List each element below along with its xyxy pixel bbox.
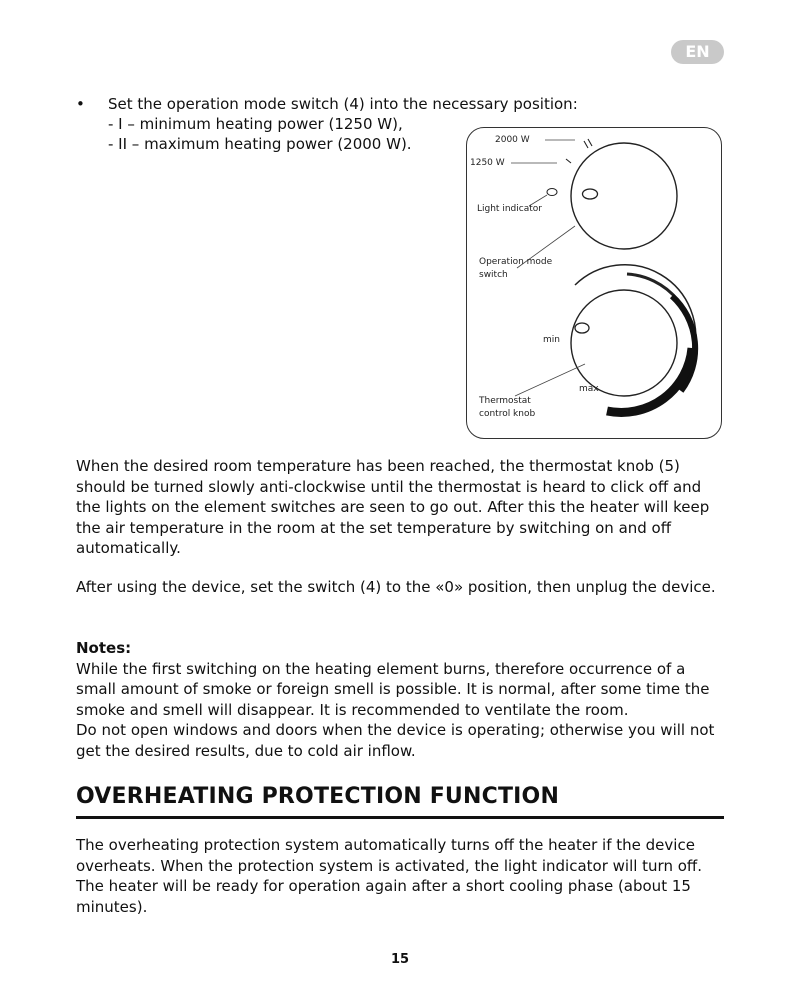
- min-power-line: - I – minimum heating power (1250 W),: [108, 115, 403, 133]
- notes-block: [76, 638, 726, 761]
- tick-2000w-b: [588, 139, 592, 146]
- bullet-symbol: •: [76, 95, 85, 113]
- label-2000w: 2000 W: [495, 135, 530, 145]
- notes-text-1: While the first switching on the heating element burns, therefore occurrence of a small amount of smoke or foreign smell is possible. It is normal, after some time the smoke and smell will disappear. It is recommended to ventilate the room.: [76, 659, 710, 719]
- thermostat-paragraph: When the desired room temperature has been reached, the thermostat knob (5) should be turned slowly anti-clockwise until the thermostat is heard to click off and the lights on the element switches are seen to go out. After this the heater will keep the air temperature in the room at the set temperature by switching on and off automatically.: [76, 457, 710, 557]
- leader-thermostat: [515, 364, 585, 396]
- thermostat-marker: [575, 323, 589, 333]
- label-operation-mode: Operation mode: [479, 257, 553, 267]
- label-control-knob: control knob: [479, 409, 536, 419]
- knob-marker: [583, 189, 598, 199]
- light-indicator-lamp: [547, 189, 557, 196]
- section-divider: [76, 816, 724, 819]
- overheating-paragraph: The overheating protection system automatically turns off the heater if the device overheats. When the protection system is activated, the light indicator will turn off. The heater will be ready for operation again after a short cooling phase (about 15 minutes).: [76, 836, 703, 916]
- label-min: min: [543, 335, 560, 345]
- tick-2000w-a: [584, 141, 588, 148]
- label-switch: switch: [479, 270, 508, 280]
- notes-text-2: Do not open windows and doors when the device is operating; otherwise you will not get the desired results, due to cold air inflow.: [76, 721, 715, 760]
- thermostat-knob: [571, 290, 677, 396]
- label-max: max: [579, 384, 599, 394]
- notes-title: Notes:: [76, 639, 132, 657]
- after-use-paragraph: After using the device, set the switch (4) to the «0» position, then unplug the device.: [76, 578, 716, 596]
- label-thermostat: Thermostat: [479, 396, 531, 406]
- label-1250w: 1250 W: [470, 158, 505, 168]
- mode-switch-knob: [571, 143, 677, 249]
- max-power-line: - II – maximum heating power (2000 W).: [108, 135, 412, 153]
- tick-1250w: [566, 159, 571, 163]
- label-light-indicator: Light indicator: [477, 204, 542, 214]
- control-panel-figure: [466, 127, 722, 439]
- page-number: 15: [390, 952, 410, 967]
- arc-seg-4: [607, 348, 692, 412]
- language-badge: EN: [671, 40, 724, 64]
- instruction-line: Set the operation mode switch (4) into the necessary position:: [108, 95, 578, 113]
- section-heading: OVERHEATING PROTECTION FUNCTION: [76, 784, 560, 809]
